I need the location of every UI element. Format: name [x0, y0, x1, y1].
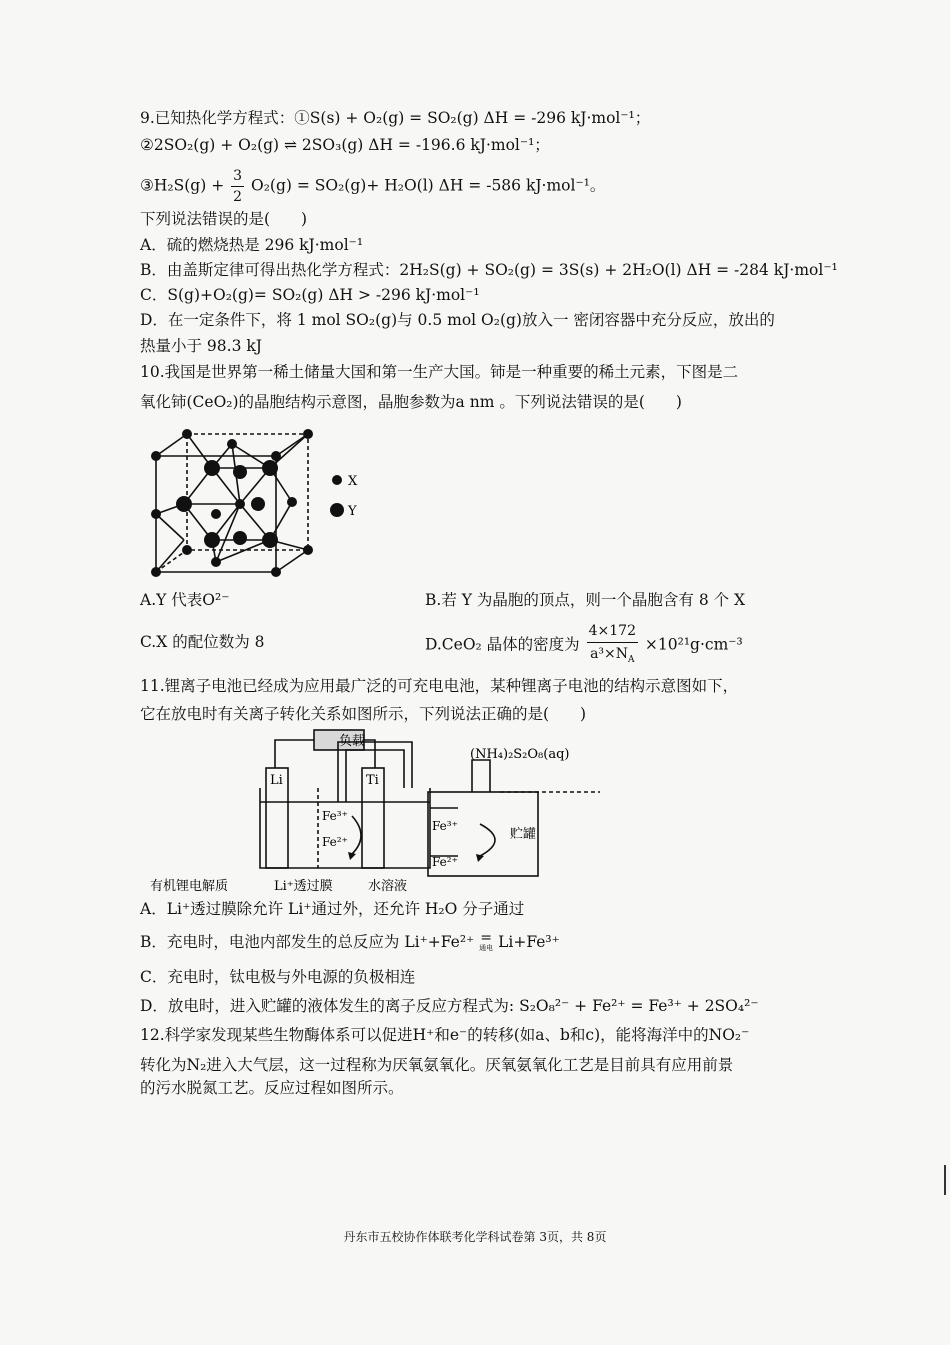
q10-line2: 氧化铈(CeO₂)的晶胞结构示意图，晶胞参数为a nm 。下列说法错误的是( ): [140, 393, 682, 411]
q12-line1: 12.科学家发现某些生物酶体系可以促进H⁺和e⁻的转移(如a、b和c)，能将海洋中的NO₂⁻: [140, 1026, 750, 1044]
charging-equals-sign: = 通电: [479, 930, 494, 952]
density-fraction: [587, 620, 638, 671]
legend-x-dot: [332, 475, 342, 485]
q9-option-b: B．由盖斯定律可得出热化学方程式：2H₂S(g) + SO₂(g) = 3S(s) + 2H₂O(l) ΔH = -284 kJ·mol⁻¹: [140, 261, 838, 279]
q10-option-a: A.Y 代表O²⁻: [140, 591, 230, 609]
q9-line3-end: O₂(g) = SO₂(g)+ H₂O(l) ΔH = -586 kJ·mol⁻¹。: [250, 176, 606, 195]
density-numerator: 4×172: [587, 620, 638, 643]
cell-fe3-label: Fe³⁺: [322, 809, 348, 823]
q11-option-a: A．Li⁺透过膜除允许 Li⁺通过外，还允许 H₂O 分子通过: [140, 900, 525, 918]
q10-line1: 10.我国是世界第一稀土储量大国和第一生产大国。铈是一种重要的稀土元素，下图是二: [140, 363, 739, 381]
q11-option-b: [140, 932, 560, 953]
ceo2-unit-cell-diagram: [140, 422, 380, 582]
q9-line3-start: ③H₂S(g) +: [140, 176, 225, 195]
q10-d-units: ×10²¹g·cm⁻³: [644, 635, 743, 654]
q10-option-c: C.X 的配位数为 8: [140, 633, 265, 651]
q9-option-d-cont: 热量小于 98.3 kJ: [140, 337, 262, 355]
reagent-label: (NH₄)₂S₂O₈(aq): [470, 747, 570, 762]
q12-line3: 的污水脱氮工艺。反应过程如图所示。: [140, 1079, 404, 1097]
q11-line1: 11.锂离子电池已经成为应用最广泛的可充电电池，某种锂离子电池的结构示意图如下，: [140, 677, 739, 695]
tank-label: 贮罐: [510, 827, 537, 842]
legend-x-label: X: [348, 474, 358, 489]
lithium-battery-diagram: [140, 728, 610, 896]
tank-fe3-label: Fe³⁺: [432, 819, 458, 833]
q9-line2: ②2SO₂(g) + O₂(g) ⇌ 2SO₃(g) ΔH = -196.6 kJ·mol⁻¹；: [140, 136, 550, 154]
q9-line3: [140, 166, 605, 207]
q9-line1: 9.已知热化学方程式：①S(s) + O₂(g) = SO₂(g) ΔH = -296 kJ·mol⁻¹；: [140, 109, 651, 127]
cell-fe2-label: Fe²⁺: [322, 835, 348, 849]
q11-b-products: Li+Fe³⁺: [498, 933, 560, 951]
scan-edge-mark: [944, 1165, 946, 1195]
q11-option-c: C．充电时，钛电极与外电源的负极相连: [140, 968, 416, 986]
q11-option-d: D．放电时，进入贮罐的液体发生的离子反应方程式为: S₂O₈²⁻ + Fe²⁺ = Fe³⁺ + 2SO₄²⁻: [140, 997, 759, 1015]
membrane-label: Li⁺透过膜: [274, 879, 333, 894]
aqueous-label: 水溶液: [368, 879, 408, 894]
q9-option-d: D．在一定条件下，将 1 mol SO₂(g)与 0.5 mol O₂(g)放入一 密闭容器中充分反应，放出的: [140, 311, 775, 329]
q10-d-text: D.CeO₂ 晶体的密度为: [425, 635, 580, 654]
li-electrode-label: Li: [270, 773, 283, 788]
organic-electrolyte-label: 有机锂电解质: [150, 879, 229, 894]
q11-b-text: B．充电时，电池内部发生的总反应为 Li⁺+Fe²⁺: [140, 933, 475, 951]
q10-option-d: [425, 620, 743, 671]
page-footer: 丹东市五校协作体联考化学科试卷第 3页，共 8页: [343, 1230, 607, 1244]
fraction-three-halves: $\frac{3}{2}$: [233, 168, 243, 205]
legend-y-dot: [330, 503, 344, 517]
q9-option-a: A．硫的燃烧热是 296 kJ·mol⁻¹: [140, 236, 364, 254]
ti-electrode-label: Ti: [366, 773, 379, 788]
q9-option-c: C．S(g)+O₂(g)= SO₂(g) ΔH > -296 kJ·mol⁻¹: [140, 286, 480, 304]
q10-option-b: B.若 Y 为晶胞的顶点，则一个晶胞含有 8 个 X: [425, 591, 746, 609]
q11-line2: 它在放电时有关离子转化关系如图所示，下列说法正确的是( ): [140, 705, 587, 723]
legend-y-label: Y: [348, 504, 357, 519]
density-denominator: $a^3\times N_A$: [590, 646, 635, 665]
load-label: 负载: [339, 734, 366, 749]
q12-line2: 转化为N₂进入大气层，这一过程称为厌氧氨氧化。厌氧氨氧化工艺是目前具有应用前景: [140, 1056, 734, 1074]
q9-stem: 下列说法错误的是( ): [140, 210, 308, 228]
tank-fe2-label: Fe²⁺: [432, 855, 458, 869]
